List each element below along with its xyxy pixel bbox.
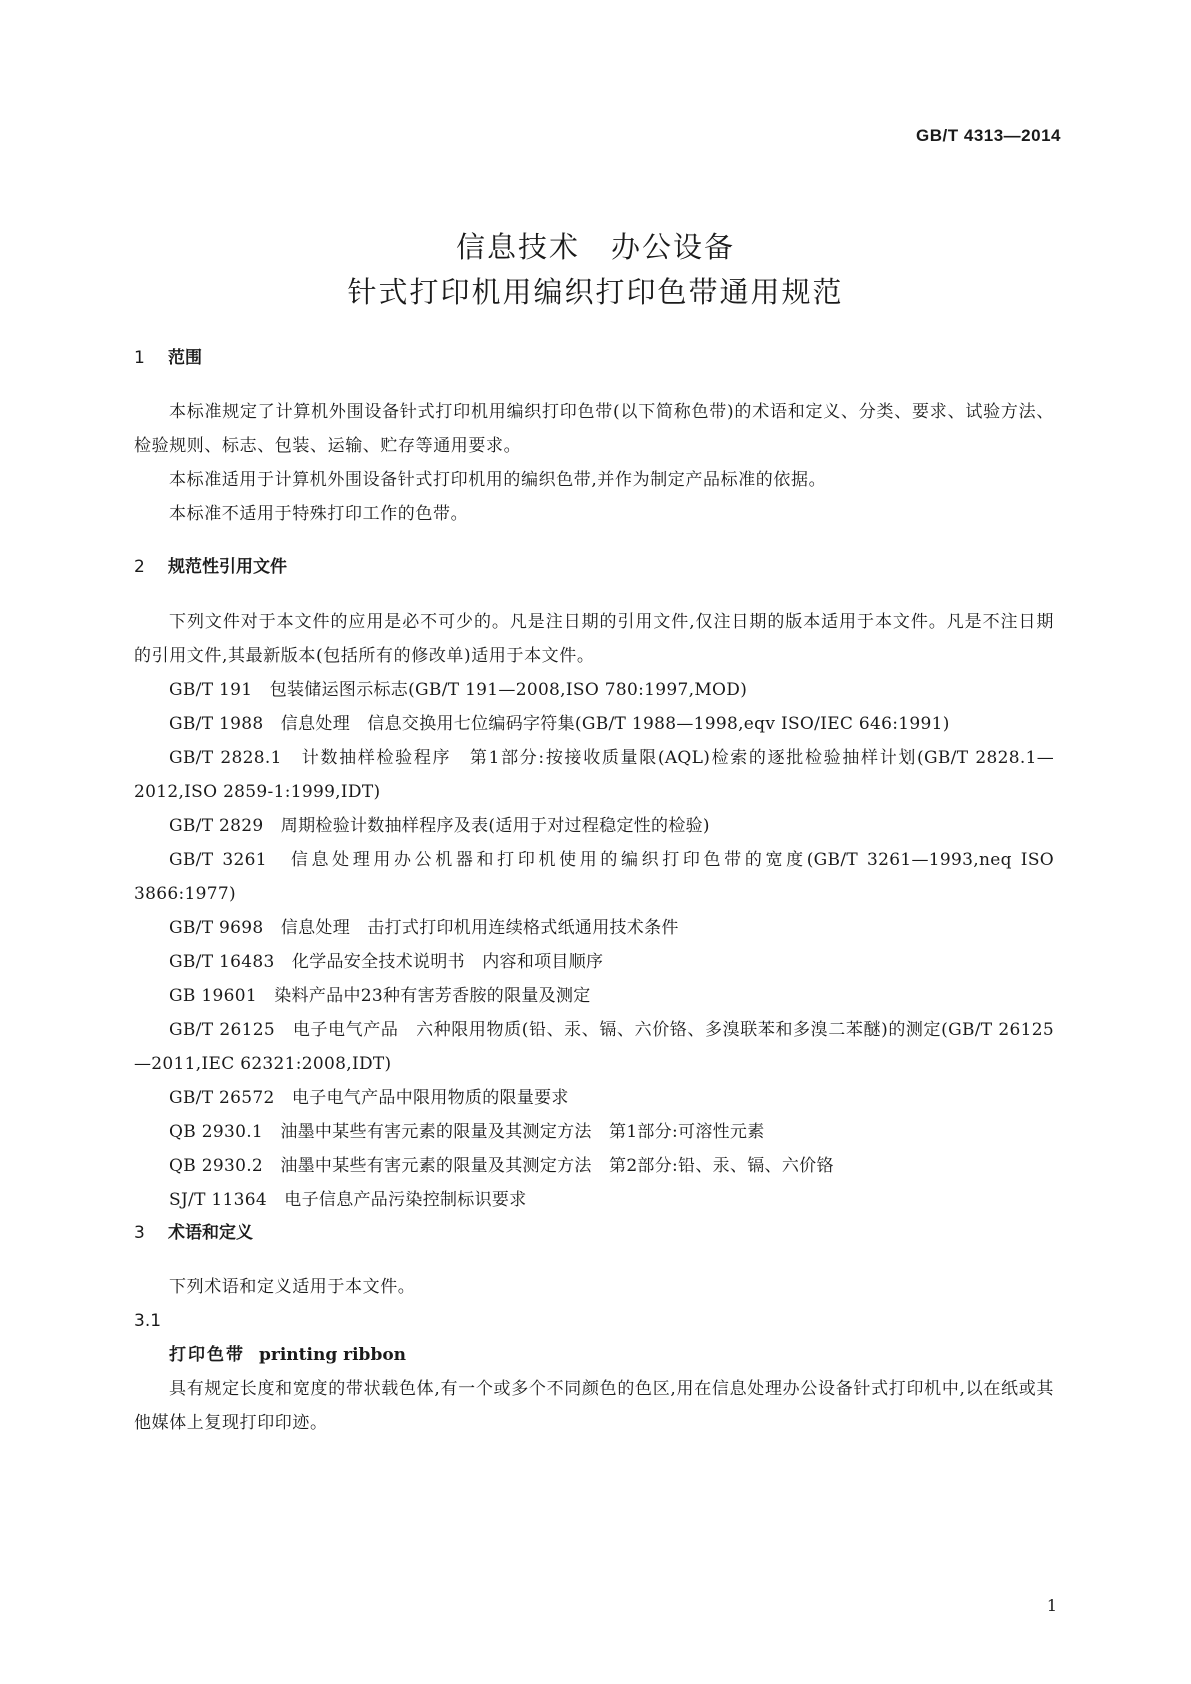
reference-item: GB/T 191 包装储运图示标志(GB/T 191—2008,ISO 780:1997,MOD)	[169, 680, 748, 700]
paragraph: 本标准不适用于特殊打印工作的色带。	[169, 504, 469, 524]
reference-item: QB 2930.2 油墨中某些有害元素的限量及其测定方法 第2部分:铅、汞、镉、六价铬	[169, 1156, 834, 1176]
term-number: 3.1	[134, 1311, 162, 1331]
section-title: 规范性引用文件	[168, 557, 287, 577]
reference-item: SJ/T 11364 电子信息产品污染控制标识要求	[169, 1190, 527, 1210]
paragraph: 下列术语和定义适用于本文件。	[169, 1277, 416, 1297]
section-1-body	[134, 395, 1054, 531]
section-heading	[134, 552, 1054, 577]
section-1	[134, 343, 1054, 368]
section-2-body	[134, 605, 1054, 1217]
paragraph: 下列文件对于本文件的应用是必不可少的。凡是注日期的引用文件,仅注日期的版本适用于本文件。凡是不注日期的引用文件,其最新版本(包括所有的修改单)适用于本文件。	[134, 612, 1054, 666]
section-3-body	[134, 1270, 1054, 1440]
section-heading	[134, 343, 1054, 368]
term-entry	[134, 1338, 1054, 1372]
section-title: 范围	[168, 348, 202, 368]
standard-code: GB/T 4313—2014	[916, 126, 1061, 145]
reference-item: GB/T 26125 电子电气产品 六种限用物质(铅、汞、镉、六价铬、多溴联苯和多溴二苯醚)的测定(GB/T 26125—2011,IEC 62321:2008,IDT)	[134, 1020, 1054, 1074]
term-definition: 具有规定长度和宽度的带状载色体,有一个或多个不同颜色的色区,用在信息处理办公设备针式打印机中,以在纸或其他媒体上复现打印印迹。	[134, 1379, 1054, 1433]
section-number: 3	[134, 1223, 145, 1243]
reference-item: GB/T 1988 信息处理 信息交换用七位编码字符集(GB/T 1988—1998,eqv ISO/IEC 646:1991)	[169, 714, 950, 734]
section-number: 2	[134, 557, 145, 577]
term-chinese: 打印色带	[169, 1345, 245, 1365]
reference-item: GB/T 2828.1 计数抽样检验程序 第1部分:按接收质量限(AQL)检索的逐批检验抽样计划(GB/T 2828.1—2012,ISO 2859-1:1999,IDT)	[134, 748, 1054, 802]
document-title-line-2: 针式打印机用编织打印色带通用规范	[347, 275, 844, 309]
reference-item: GB/T 3261 信息处理用办公机器和打印机使用的编织打印色带的宽度(GB/T 3261—1993,neq ISO 3866:1977)	[134, 850, 1054, 904]
reference-item: GB/T 16483 化学品安全技术说明书 内容和项目顺序	[169, 952, 604, 972]
term-english: printing ribbon	[259, 1345, 407, 1365]
page-number: 1	[1046, 1596, 1057, 1615]
section-2	[134, 552, 1054, 577]
document-title-line-1: 信息技术 办公设备	[455, 230, 735, 264]
section-number: 1	[134, 348, 145, 368]
reference-item: GB/T 9698 信息处理 击打式打印机用连续格式纸通用技术条件	[169, 918, 679, 938]
reference-item: GB/T 2829 周期检验计数抽样程序及表(适用于对过程稳定性的检验)	[169, 816, 710, 836]
reference-item: GB/T 26572 电子电气产品中限用物质的限量要求	[169, 1088, 569, 1108]
paragraph: 本标准规定了计算机外围设备针式打印机用编织打印色带(以下简称色带)的术语和定义、分类、要求、试验方法、检验规则、标志、包装、运输、贮存等通用要求。	[134, 402, 1054, 456]
section-3	[134, 1218, 1054, 1243]
paragraph: 本标准适用于计算机外围设备针式打印机用的编织色带,并作为制定产品标准的依据。	[169, 470, 827, 490]
reference-item: QB 2930.1 油墨中某些有害元素的限量及其测定方法 第1部分:可溶性元素	[169, 1122, 765, 1142]
reference-item: GB 19601 染料产品中23种有害芳香胺的限量及测定	[169, 986, 591, 1006]
section-heading	[134, 1218, 1054, 1243]
section-title: 术语和定义	[168, 1223, 253, 1243]
